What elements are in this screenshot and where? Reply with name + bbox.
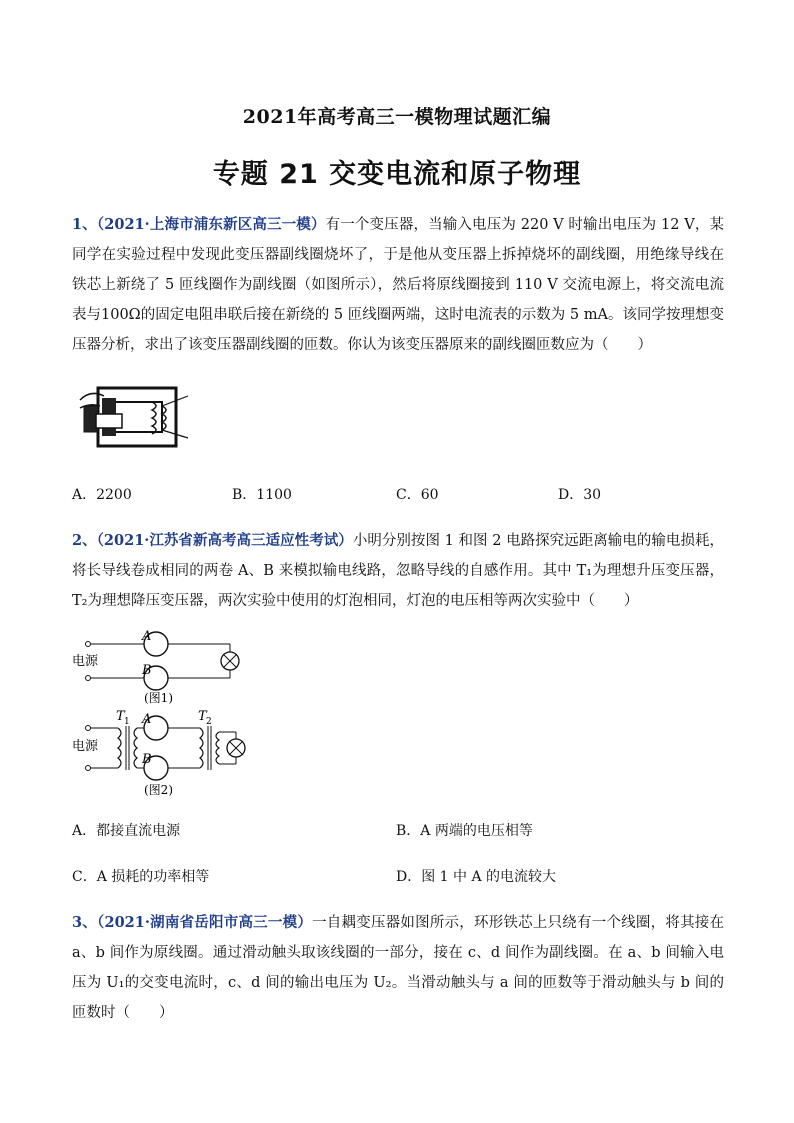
- question-source: （2021·上海市浦东新区高三一模）: [96, 216, 326, 233]
- question-2: [72, 526, 724, 616]
- question-source: （2021·江苏省新高考高三适应性考试）: [96, 532, 353, 549]
- option-b: B．A 两端的电压相等: [396, 823, 533, 839]
- option-d: D．30: [558, 487, 602, 503]
- question-text: 一自耦变压器如图所示，环形铁芯上只绕有一个线圈，将其接在 a、b 间作为原线圈。通过滑动触头取该线圈的一部分，接在 c、d 间作为副线圈。在 a、b 间输入电压为 U₁的交变电流时，c、d 间的输出电压为 U₂。当滑动触头与 a 间的匝数等于滑动触头与 b 间的匝数时（ ）: [72, 915, 725, 1021]
- option-d: D．图 1 中 A 的电流较大: [396, 869, 557, 885]
- t1-subscript: 1: [124, 717, 130, 727]
- t1-label: T: [116, 709, 125, 724]
- option-c: C．A 损耗的功率相等: [72, 869, 210, 885]
- t2-label: T: [198, 709, 207, 724]
- question-number: 2、: [72, 532, 97, 549]
- power-source-label-1: 电源: [72, 654, 99, 669]
- question-text: 小明分别按图 1 和图 2 电路探究远距离输电的输电损耗，将长导线卷成相同的两卷 A、B 来模拟输电线路，忽略导线的自感作用。其中 T₁为理想升压变压器，T₂为理想降压变压器，两次实验中使用的灯泡相同，灯泡的电压相等两次实验中（ ）: [72, 533, 725, 609]
- document-title: 专题 21 交变电流和原子物理: [212, 159, 582, 190]
- coil-a-label-1: A: [142, 629, 152, 644]
- coil-a-label-2: A: [142, 712, 152, 727]
- question-1: [72, 210, 724, 360]
- figure-1-caption: (图1): [144, 691, 173, 705]
- coil-b-label-2: B: [142, 752, 152, 767]
- question-number: 1、: [72, 216, 97, 233]
- circuit-figure: [70, 628, 260, 800]
- document-subtitle: 2021年高考高三一模物理试题汇编: [242, 106, 552, 128]
- option-a: A．都接直流电源: [72, 823, 181, 839]
- question-source: （2021·湖南省岳阳市高三一模）: [97, 914, 313, 931]
- figure-2-caption: (图2): [144, 783, 173, 797]
- option-b: B．1100: [232, 487, 292, 503]
- power-source-label-2: 电源: [72, 739, 99, 754]
- question-3: [72, 908, 724, 1028]
- coil-b-label-1: B: [142, 663, 152, 678]
- t2-subscript: 2: [206, 717, 212, 727]
- question-text: 有一个变压器，当输入电压为 220 V 时输出电压为 12 V，某同学在实验过程中发现此变压器副线圈烧坏了，于是他从变压器上拆掉烧坏的副线圈，用绝缘导线在铁芯上新绕了 5 匝线圈作为副线圈（如图所示），然后将原线圈接到 110 V 交流电源上，将交流电流表与100Ω的固定电阻串联后接在新绕的 5 匝线圈两端，这时电流表的示数为 5 mA。该同学按理想变压器分析，求出了该变压器副线圈的匝数。你认为该变压器原来的副线圈匝数应为（ ）: [72, 217, 724, 353]
- option-c: C．60: [396, 487, 439, 503]
- transformer-figure: [78, 378, 196, 460]
- question-number: 3、: [72, 914, 98, 931]
- option-a: A．2200: [72, 487, 132, 503]
